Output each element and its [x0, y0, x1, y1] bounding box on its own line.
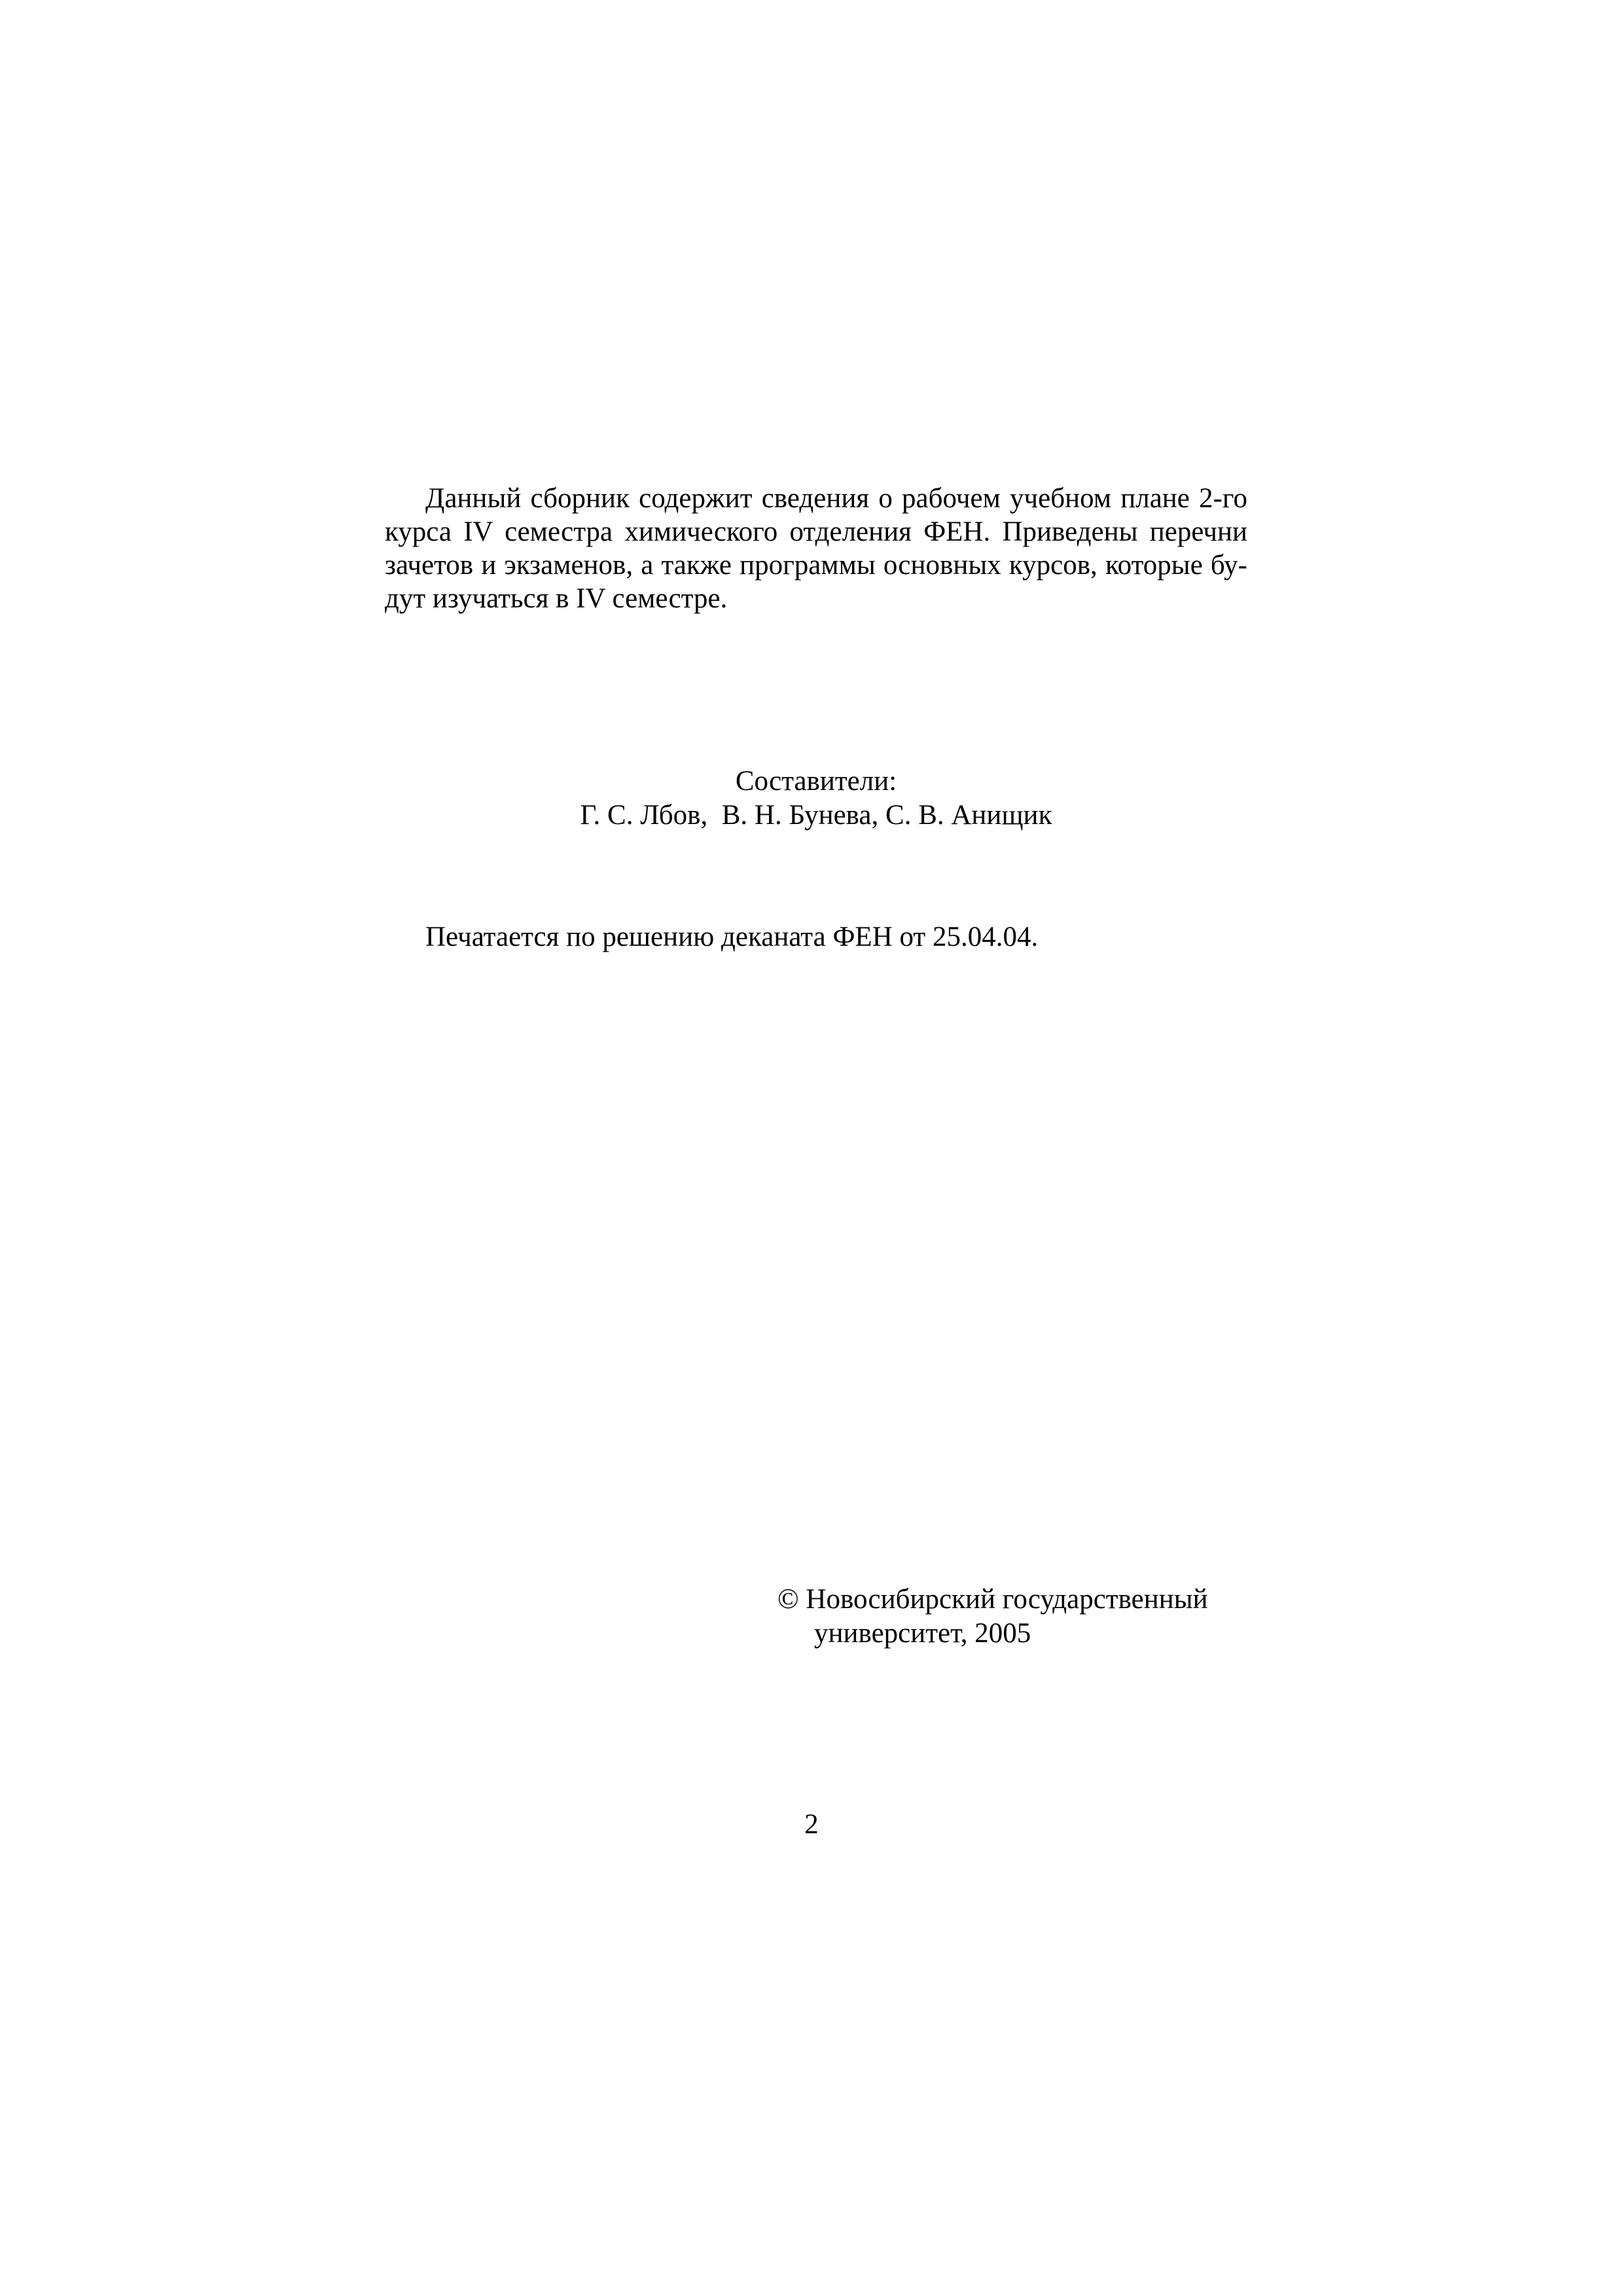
abstract-line: Данный сборник содержит сведения о рабочем учебном плане 2-го: [425, 483, 1247, 514]
compilers-names: Г. С. Лбов, В. Н. Бунева, С. В. Анищик: [580, 800, 1052, 831]
print-approval-note: Печатается по решению деканата ФЕН от 25.04.04.: [425, 922, 1039, 952]
copyright-line-2: университет, 2005: [814, 1618, 1031, 1649]
abstract-line: курса IV семестра химического отделения ФЕН. Приведены перечни: [385, 516, 1247, 547]
abstract-line: дут изучаться в IV семестре.: [385, 583, 728, 614]
page-number: 2: [804, 1809, 819, 1840]
compilers-block: [385, 764, 1247, 833]
abstract-paragraph: [385, 482, 1247, 615]
abstract-line: зачетов и экзаменов, а также программы основных курсов, которые бу-: [385, 550, 1247, 581]
copyright-line-1: © Новосибирский государственный: [777, 1584, 1208, 1615]
compilers-heading: Составители:: [735, 766, 897, 797]
copyright-notice: [777, 1583, 1208, 1651]
